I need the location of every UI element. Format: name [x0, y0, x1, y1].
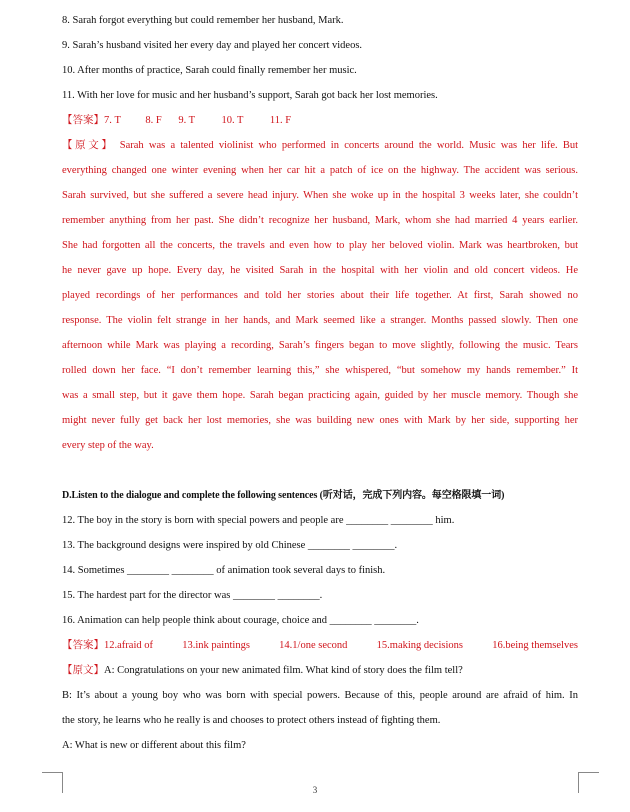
- passage-line: played recordings of her performances and told her stories about their life together. At first, Sarah showed no: [62, 290, 578, 301]
- dialogue-line: 【原文】A: Congratulations on your new animated film. What kind of story does the film tell?: [62, 665, 463, 676]
- answer-row-d: [62, 639, 578, 653]
- passage-line: he never gave up hope. Every day, he visited Sarah in the hospital with her violin and old concert videos. He: [62, 265, 578, 276]
- passage-line: afternoon while Mark was playing a recording, Sarah’s fingers began to move slightly, following the music. Tears: [62, 340, 578, 351]
- passage-line: Sarah survived, but she suffered a severe head injury. When she woke up in the hospital 3 weeks later, she couldn’t: [62, 190, 578, 201]
- answer-item: 11. F: [269, 115, 292, 126]
- passage-line: 【原文】 Sarah was a talented violinist who performed in concerts around the world. Music was her life. But: [62, 140, 579, 151]
- page-number: 3: [312, 785, 318, 795]
- question-8: 8. Sarah forgot everything but could remember her husband, Mark.: [62, 15, 344, 26]
- answer-item: 7. T: [104, 115, 121, 126]
- question-12: 12. The boy in the story is born with special powers and people are ________ ________ him.: [62, 515, 455, 526]
- answer-item: 12.afraid of: [104, 640, 153, 651]
- section-heading: D.Listen to the dialogue and complete the following sentences (听对话，完成下列内容。每空格限填一词): [62, 490, 505, 501]
- dialogue-line: A: What is new or different about this film?: [62, 740, 246, 751]
- question-14: 14. Sometimes ________ ________ of animation took several days to finish.: [62, 565, 386, 576]
- answer-row-c: [62, 114, 578, 128]
- answer-item: 13.ink paintings: [182, 640, 250, 651]
- answer-item: 14.1/one second: [279, 640, 348, 651]
- question-13: 13. The background designs were inspired by old Chinese ________ ________.: [62, 540, 398, 551]
- passage-line: everything changed one winter evening when her car hit a patch of ice on the highway. The accident was serious.: [62, 165, 578, 176]
- passage-line: every step of the way.: [62, 440, 154, 451]
- question-10: 10. After months of practice, Sarah could finally remember her music.: [62, 65, 357, 76]
- passage-line: remember anything from her past. She didn’t recognize her husband, Mark, whom she had married 4 years earlier.: [62, 215, 578, 226]
- passage-line: might never fully get back her lost memories, she was building new ones with Mark by her side, supporting her: [62, 415, 578, 426]
- answer-item: 10. T: [221, 115, 244, 126]
- passage-line: She had forgotten all the concerts, the travels and even how to play her beloved violin. Mark was heartbroken, but: [62, 240, 578, 251]
- question-16: 16. Animation can help people think about courage, choice and ________ ________.: [62, 615, 419, 626]
- answer-item: 8. F: [145, 115, 162, 126]
- passage-line: rolled down her face. “I don’t remember learning this,” she whispered, “but somehow my hands remember.” It: [62, 365, 578, 376]
- question-11: 11. With her love for music and her husband’s support, Sarah got back her lost memories.: [62, 90, 438, 101]
- answer-item: 9. T: [178, 115, 195, 126]
- question-9: 9. Sarah’s husband visited her every day and played her concert videos.: [62, 40, 363, 51]
- answer-tag: 【答案】: [62, 115, 104, 126]
- answer-item: 15.making decisions: [376, 640, 463, 651]
- answer-item: 16.being themselves: [492, 640, 578, 651]
- passage-tag: 【原文】: [62, 140, 115, 151]
- answer-tag: 【答案】: [62, 640, 104, 651]
- passage-line: was a small step, but it gave them hope. Sarah began practicing again, guided by her muscle memory. Though she: [62, 390, 578, 401]
- dialogue-line: the story, he learns who he really is and chooses to protect others instead of fighting them.: [62, 715, 441, 726]
- text-tag: 【原文】: [62, 665, 104, 676]
- question-15: 15. The hardest part for the director was ________ ________.: [62, 590, 323, 601]
- dialogue-line: B: It’s about a young boy who was born with special powers. Because of this, people around are afraid of him. In: [62, 690, 578, 701]
- passage-line: response. The violin felt strange in her hands, and Mark seemed like a stranger. Months passed slowly. Then one: [62, 315, 578, 326]
